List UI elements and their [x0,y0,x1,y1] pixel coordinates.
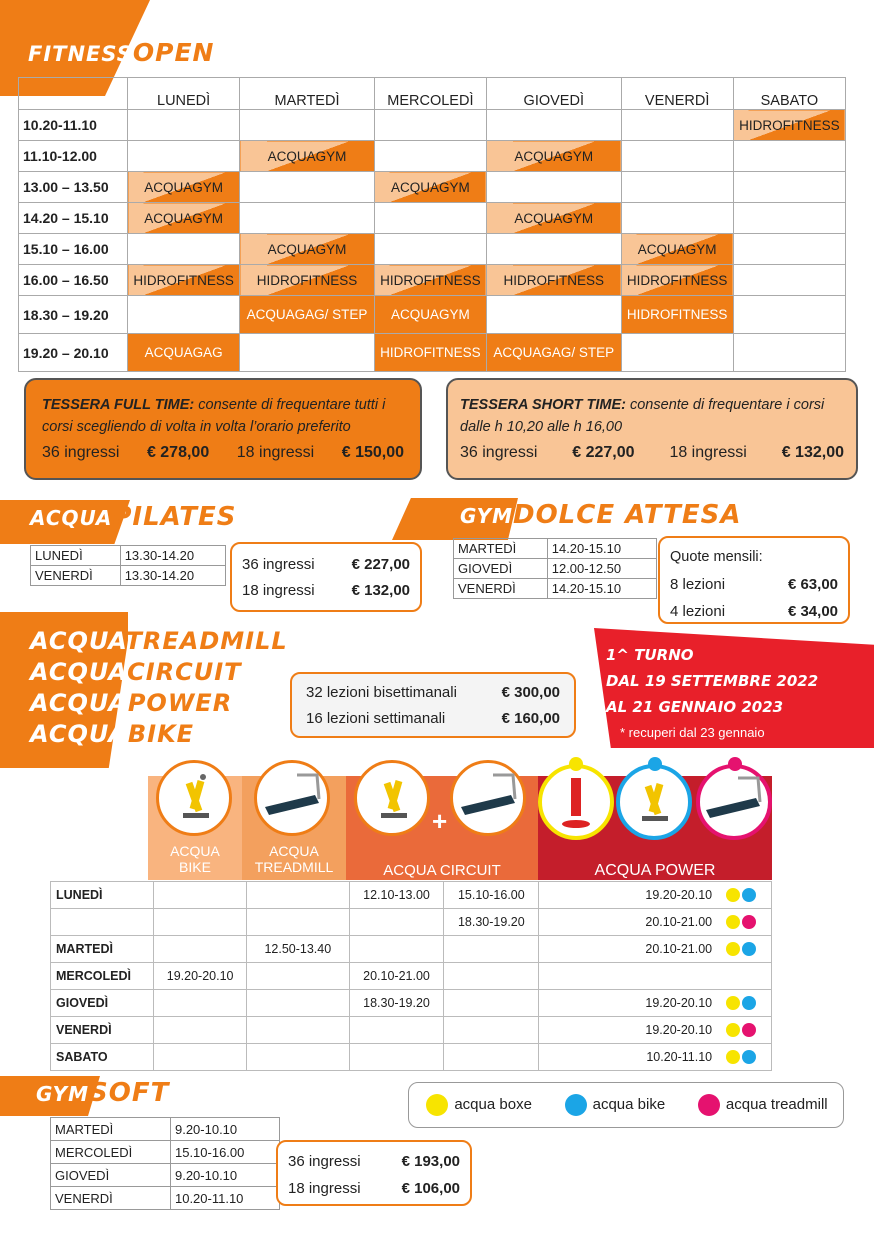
soft-title [36,1078,169,1108]
dolce-label: Quote mensili: [670,549,763,565]
header-power: ACQUA POWER [594,862,716,879]
dolce-title [460,500,741,530]
pilates-day: LUNEDÌ [31,546,121,566]
fitness-grid-body [19,110,846,372]
class-cell [374,203,486,234]
circuit-bike-icon [354,760,430,836]
dolce-time: 14.20-15.10 [547,539,656,559]
legend-bike-dot-icon [565,1094,587,1116]
pilates-title [30,502,237,532]
tessera-full-p2: € 150,00 [341,444,404,461]
color-dot-icon [726,942,740,956]
fitness-title [28,38,214,67]
pilates-title-b: PILATES [112,502,237,532]
color-dot-icon [742,1023,756,1037]
tessera-full-p1: € 278,00 [146,444,210,461]
fitness-row [19,296,846,334]
boxe-dot-icon [569,757,583,771]
schedule-row [51,1044,772,1071]
bike-dot-icon [648,757,662,771]
soft-day: VENERDÌ [51,1187,171,1210]
color-dot-icon [726,888,740,902]
power-time: 20.10-21.00 [645,941,713,956]
turno-note: * recuperi dal 23 gennaio [620,725,765,740]
turno-l1: 1^ TURNO [606,646,694,664]
schedule-cell-tread [247,990,350,1017]
dolce-day: MARTEDÌ [454,539,548,559]
tessera-short-e1: 36 ingressi [460,444,538,461]
schedule-cell-bike [154,1044,247,1071]
schedule-cell-power [539,882,772,909]
power-bike-icon [616,764,692,840]
soft-e2: 18 ingressi [288,1180,361,1197]
schedule-row [51,990,772,1017]
legend-label: acqua bike [592,1095,666,1113]
tessera-short-p1: € 227,00 [572,444,635,461]
fitness-row [19,334,846,372]
fitness-grid [18,77,846,372]
schedule-cell-power [539,936,772,963]
class-cell [240,172,375,203]
dolce-time: 12.00-12.50 [547,559,656,579]
class-cell [621,110,733,141]
soft-time: 9.20-10.10 [170,1118,279,1141]
soft-p2: € 106,00 [401,1180,460,1197]
power-dots [712,915,768,930]
class-cell: HIDROFITNESS [374,265,486,296]
color-dot-icon [742,888,756,902]
schedule-cell-c1: 20.10-21.00 [349,963,444,990]
dolce-p2: € 34,00 [787,603,838,620]
schedule-day: VENERDÌ [51,1017,154,1044]
class-cell: ACQUAGYM [621,234,733,265]
schedule-cell-tread [247,882,350,909]
fitness-row [19,172,846,203]
color-dot-icon [742,915,756,929]
tessera-short-title: TESSERA SHORT TIME: [460,397,626,413]
schedule-cell-tread [247,909,350,936]
legend-treadmill-dot-icon [698,1094,720,1116]
schedule-cell-power [539,1017,772,1044]
plus-icon: + [432,806,448,836]
pilates-day: VENERDÌ [31,566,121,586]
treadmill-dot-icon [728,757,742,771]
color-dot-icon [726,996,740,1010]
acqua-title-a: ACQUA [30,627,126,655]
pilates-price-box [230,542,422,612]
dolce-title-b: DOLCE ATTESA [513,500,742,530]
schedule-day: LUNEDÌ [51,882,154,909]
schedule-cell-c2 [444,936,539,963]
class-cell [374,110,486,141]
soft-p1: € 193,00 [401,1153,460,1170]
time-slot: 14.20 – 15.10 [19,203,128,234]
schedule-cell-bike [154,882,247,909]
power-dots [712,888,768,903]
time-slot: 13.00 – 13.50 [19,172,128,203]
pilates-title-a: ACQUA [30,506,113,530]
class-cell [733,334,845,372]
schedule-cell-c1 [349,1017,444,1044]
class-cell: ACQUAGYM [240,141,375,172]
schedule-day: SABATO [51,1044,154,1071]
pilates-table [30,545,226,586]
day-header: MARTEDÌ [240,78,375,110]
schedule-cell-c1 [349,909,444,936]
soft-day: MERCOLEDÌ [51,1141,171,1164]
soft-day: MARTEDÌ [51,1118,171,1141]
tessera-full-title: TESSERA FULL TIME: [42,397,195,413]
power-time: 10.20-11.10 [646,1049,713,1064]
schedule-cell-bike [154,936,247,963]
schedule-cell-power [539,963,772,990]
legend-label: acqua treadmill [725,1095,828,1113]
class-cell: ACQUAGYM [486,203,621,234]
acqua-title-line [30,626,288,657]
acqua-title-line [30,657,288,688]
acqua-schedule-body [51,882,772,1071]
pilates-time: 13.30-14.20 [120,546,225,566]
legend-item [424,1094,532,1116]
acqua-e2: 16 lezioni settimanali [306,710,446,727]
class-cell: ACQUAGYM [240,234,375,265]
acqua-title-a: ACQUA [30,720,128,748]
tessera-short-e2: 18 ingressi [669,444,747,461]
time-slot: 19.20 – 20.10 [19,334,128,372]
class-cell: HIDROFITNESS [374,334,486,372]
boxe-icon [538,764,614,840]
schedule-row [51,909,772,936]
dolce-p1: € 63,00 [787,576,838,593]
schedule-cell-bike [154,1017,247,1044]
legend-label: acqua boxe [454,1095,532,1113]
class-cell: ACQUAGYM [486,141,621,172]
schedule-cell-c1 [349,1044,444,1071]
time-slot: 18.30 – 19.20 [19,296,128,334]
power-time: 19.20-20.10 [645,887,713,902]
tessera-full-e1: 36 ingressi [42,444,120,461]
pilates-e1: 36 ingressi [242,556,315,573]
schedule-day [51,909,154,936]
acqua-titles [30,626,288,750]
acqua-title-b: POWER [127,689,233,717]
dolce-day: GIOVEDÌ [454,559,548,579]
soft-time: 10.20-11.10 [170,1187,279,1210]
color-dot-icon [742,1050,756,1064]
class-cell [733,203,845,234]
soft-time: 15.10-16.00 [170,1141,279,1164]
class-cell: ACQUAGAG/ STEP [486,334,621,372]
turno-text [606,642,818,746]
circuit-treadmill-icon [450,760,526,836]
day-header: MERCOLEDÌ [374,78,486,110]
acqua-title-b: TREADMILL [125,627,288,655]
class-cell: HIDROFITNESS [128,265,240,296]
tessera-full-text: consente di frequentare tutti i corsi scegliendo di volta in volta l’orario preferito [42,397,386,435]
class-cell [733,172,845,203]
day-header: GIOVEDÌ [486,78,621,110]
day-header: VENERDÌ [621,78,733,110]
class-cell [733,141,845,172]
tessera-short-p2: € 132,00 [781,444,844,461]
legend-boxe-dot-icon [426,1094,448,1116]
dolce-title-a: GYM [460,504,513,528]
class-cell: HIDROFITNESS [733,110,845,141]
schedule-row [51,1017,772,1044]
day-header: SABATO [733,78,845,110]
schedule-day: MARTEDÌ [51,936,154,963]
fitness-title-b: OPEN [132,38,215,67]
schedule-cell-power [539,1044,772,1071]
acqua-title-a: ACQUA [30,658,128,686]
tessera-full-e2: 18 ingressi [236,444,315,461]
soft-time: 9.20-10.10 [170,1164,279,1187]
tessera-short-text: consente di frequentare i corsi dalle h 10,20 alle h 16,00 [460,397,825,435]
acqua-schedule [50,881,772,1071]
class-cell: ACQUAGYM [128,203,240,234]
schedule-cell-c2 [444,963,539,990]
fitness-row [19,203,846,234]
dolce-e2: 4 lezioni [670,603,726,620]
fitness-row [19,141,846,172]
schedule-cell-c1: 18.30-19.20 [349,990,444,1017]
class-cell [486,234,621,265]
schedule-cell-power [539,909,772,936]
pilates-p2: € 132,00 [351,582,410,599]
time-slot: 11.10-12.00 [19,141,128,172]
class-cell [733,234,845,265]
class-cell [374,141,486,172]
class-cell [240,110,375,141]
color-dot-icon [742,942,756,956]
schedule-row [51,936,772,963]
schedule-cell-c1 [349,936,444,963]
class-cell [621,203,733,234]
fitness-row [19,265,846,296]
soft-e1: 36 ingressi [288,1153,361,1170]
dolce-price-box [658,536,850,624]
dolce-table [453,538,657,599]
header-circuit: ACQUA CIRCUIT [383,862,501,879]
schedule-row [51,963,772,990]
power-dots [712,1023,768,1038]
class-cell: ACQUAGYM [374,172,486,203]
soft-price-box [276,1140,472,1206]
dolce-day: VENERDÌ [454,579,548,599]
acqua-title-b: CIRCUIT [127,658,242,686]
schedule-cell-tread: 12.50-13.40 [247,936,350,963]
schedule-day: GIOVEDÌ [51,990,154,1017]
acqua-p1: € 300,00 [501,684,560,701]
class-cell [621,334,733,372]
schedule-cell-bike [154,990,247,1017]
class-cell [128,141,240,172]
schedule-cell-bike [154,909,247,936]
time-slot: 16.00 – 16.50 [19,265,128,296]
class-cell [621,172,733,203]
power-time: 20.10-21.00 [645,914,713,929]
soft-table [50,1117,280,1210]
class-cell: ACQUAGYM [374,296,486,334]
time-slot: 10.20-11.10 [19,110,128,141]
class-cell [486,110,621,141]
class-cell: ACQUAGAG [128,334,240,372]
acqua-price-box [290,672,576,738]
class-cell [733,265,845,296]
class-cell: HIDROFITNESS [621,296,733,334]
class-cell [128,110,240,141]
acqua-title-a: ACQUA [30,689,128,717]
fitness-row [19,234,846,265]
schedule-cell-tread [247,1044,350,1071]
color-dot-icon [742,996,756,1010]
acqua-title-line [30,719,288,750]
legend-item [563,1094,666,1116]
class-cell [128,296,240,334]
power-time: 19.20-20.10 [645,995,713,1010]
class-cell [733,296,845,334]
class-cell [374,234,486,265]
schedule-cell-bike: 19.20-20.10 [154,963,247,990]
schedule-cell-c2 [444,1044,539,1071]
pilates-e2: 18 ingressi [242,582,315,599]
dolce-e1: 8 lezioni [670,576,726,593]
schedule-cell-c2 [444,1017,539,1044]
dolce-time: 14.20-15.10 [547,579,656,599]
day-header: LUNEDÌ [128,78,240,110]
class-cell: HIDROFITNESS [240,265,375,296]
schedule-cell-c2: 18.30-19.20 [444,909,539,936]
tessera-full-box [24,378,422,480]
class-cell [486,172,621,203]
schedule-cell-power [539,990,772,1017]
fitness-row [19,110,846,141]
schedule-row [51,882,772,909]
treadmill-icon [254,760,330,836]
class-cell [240,334,375,372]
time-slot: 15.10 – 16.00 [19,234,128,265]
class-cell [486,296,621,334]
color-dot-icon [726,1023,740,1037]
fitness-title-a: FITNESS [28,42,133,66]
class-cell: ACQUAGAG/ STEP [240,296,375,334]
turno-l2: DAL 19 SETTEMBRE 2022 [606,672,819,690]
soft-day: GIOVEDÌ [51,1164,171,1187]
pilates-p1: € 227,00 [351,556,410,573]
acqua-p2: € 160,00 [501,710,560,727]
turno-l3: AL 21 GENNAIO 2023 [606,698,784,716]
soft-title-a: GYM [36,1082,89,1106]
schedule-cell-c1: 12.10-13.00 [349,882,444,909]
legend-box [408,1082,844,1128]
power-dots [712,996,768,1011]
header-treadmill: ACQUA TREADMILL [254,843,334,875]
class-cell: ACQUAGYM [128,172,240,203]
header-bike: ACQUA BIKE [170,843,220,875]
power-treadmill-icon [696,764,772,840]
class-cell: HIDROFITNESS [486,265,621,296]
power-dots [712,942,768,957]
color-dot-icon [726,1050,740,1064]
pilates-time: 13.30-14.20 [120,566,225,586]
bike-icon [156,760,232,836]
class-cell [621,141,733,172]
class-cell [128,234,240,265]
acqua-title-line [30,688,288,719]
schedule-cell-tread [247,1017,350,1044]
class-cell: HIDROFITNESS [621,265,733,296]
schedule-cell-c2: 15.10-16.00 [444,882,539,909]
color-dot-icon [726,915,740,929]
acqua-e1: 32 lezioni bisettimanali [306,684,457,701]
tessera-short-box [446,378,858,480]
class-cell [240,203,375,234]
soft-title-b: SOFT [89,1078,170,1108]
legend-item [696,1094,828,1116]
power-dots [712,1050,768,1065]
schedule-cell-c2 [444,990,539,1017]
acqua-title-b: BIKE [127,720,195,748]
grid-corner [19,78,128,110]
schedule-cell-tread [247,963,350,990]
schedule-day: MERCOLEDÌ [51,963,154,990]
power-time: 19.20-20.10 [645,1022,713,1037]
